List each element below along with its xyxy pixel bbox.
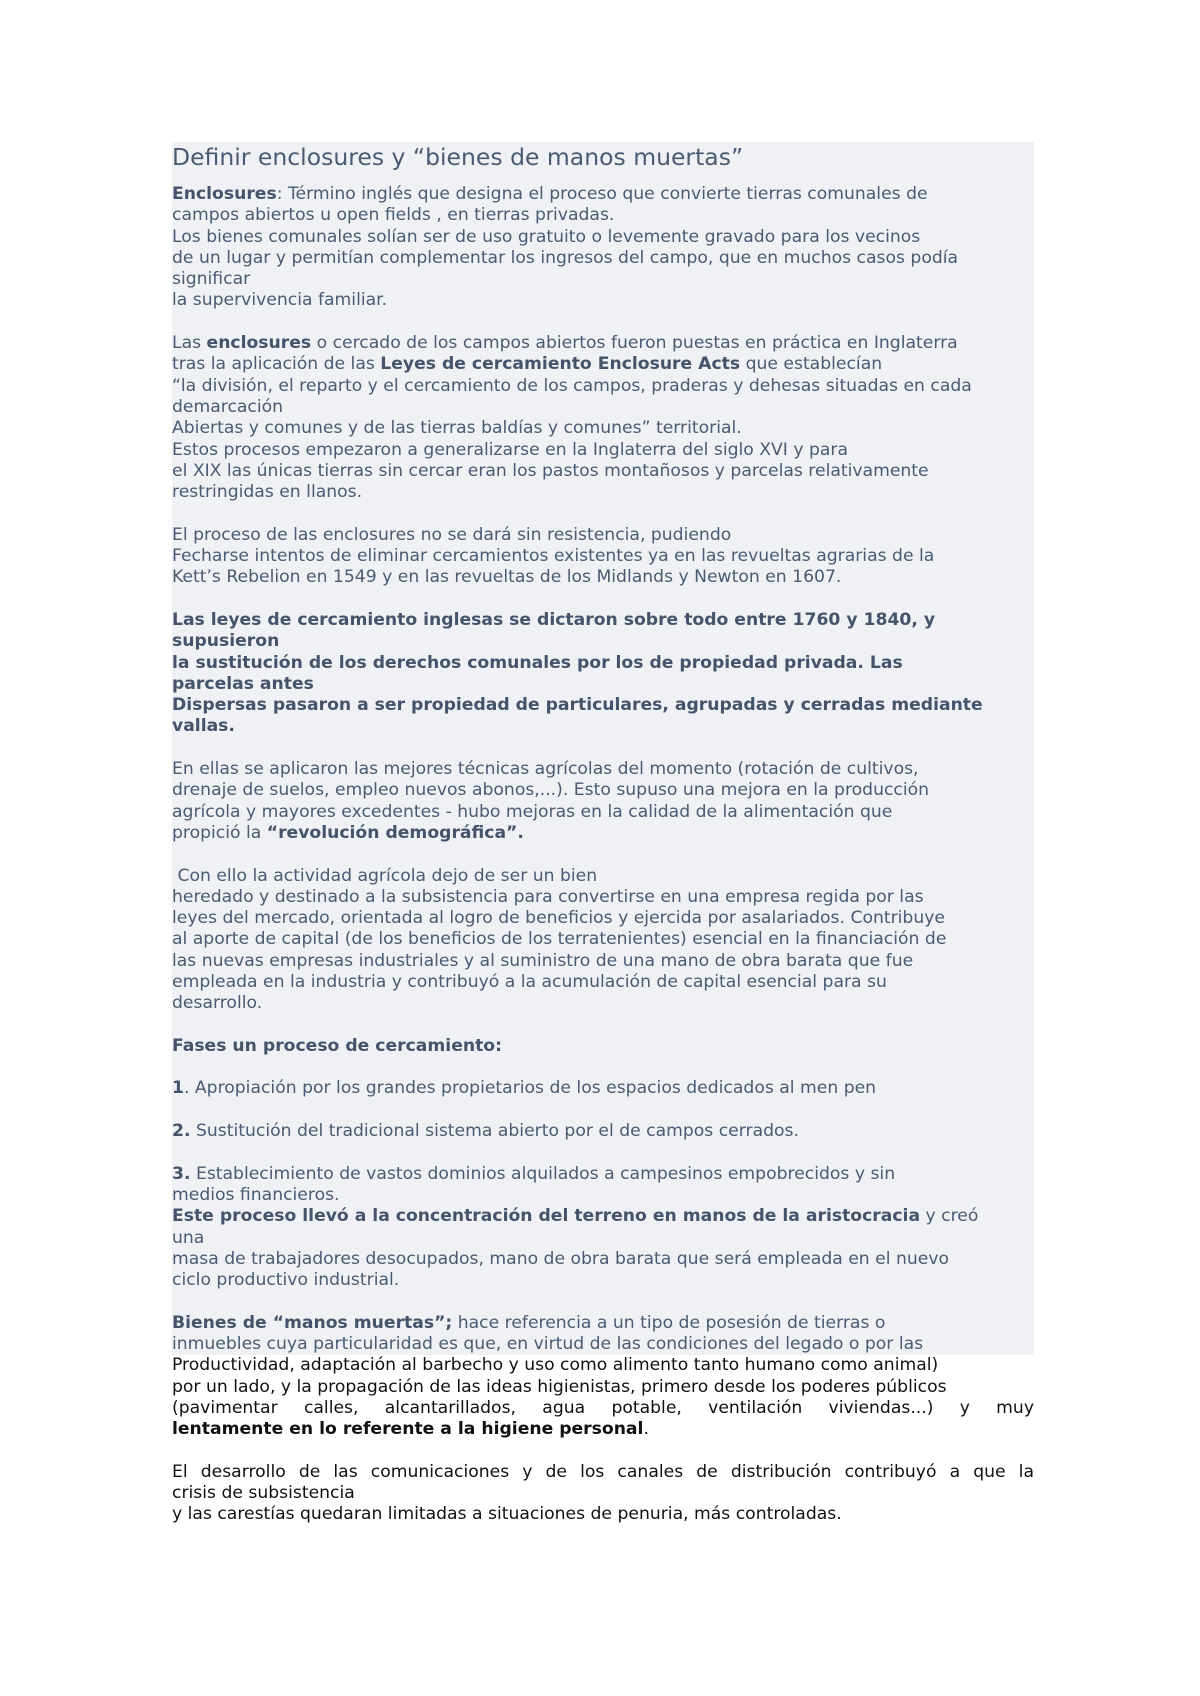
phase-item-1: 1. Apropiación por los grandes propietarios de los espacios dedicados al men pen xyxy=(172,1078,877,1099)
paragraph-enclosures: Enclosures: Término inglés que designa el proceso que convierte tierras comunales de campos abiertos u open fields , en tierras privadas. Los bienes comunales solían ser de uso gratuito o levemente gravado para los vecinos de un lugar y permitían complementar los ingresos del campo, que en muchos casos podía significar la supervivencia familiar. xyxy=(172,184,959,311)
paragraph-communications: El desarrollo de las comunicaciones y de los canales de distribución contribuyó a que la crisis de subsistencia y las carestías quedaran limitadas a situaciones de penuria, más controladas. xyxy=(172,1461,1034,1525)
paragraph-enclosure-acts: Las enclosures o cercado de los campos abiertos fueron puestas en práctica en Inglaterra tras la aplicación de las Leyes de cercamiento Enclosure Acts que establecían “la división, el reparto y el cercamiento de los campos, praderas y dehesas situadas en cada demarcación Abiertas y comunes y de las tierras baldías y comunes” territorial. Estos procesos empezaron a generalizarse en la Inglaterra del siglo XVI y para el XIX las únicas tierras sin cercar eran los pastos montañosos y parcelas relativamente restringidas en llanos. xyxy=(172,333,972,503)
page-title: Definir enclosures y “bienes de manos muertas” xyxy=(172,143,744,171)
paragraph-laws: Las leyes de cercamiento inglesas se dictaron sobre todo entre 1760 y 1840, y supusieron la sustitución de los derechos comunales por los de propiedad privada. Las parcelas antes Dispersas pasaron a ser propiedad de particulares, agrupadas y cerradas mediante vallas. xyxy=(172,609,983,737)
phase-item-2: 2. Sustitución del tradicional sistema abierto por el de campos cerrados. xyxy=(172,1121,799,1142)
highlighted-section xyxy=(172,142,1034,1355)
term-enclosures: Enclosures xyxy=(172,184,277,204)
paragraph-resistance: El proceso de las enclosures no se dará sin resistencia, pudiendo Fecharse intentos de eliminar cercamientos existentes ya en las revueltas agrarias de la Kett’s Rebelion en 1549 y en las revueltas de los Midlands y Newton en 1607. xyxy=(172,524,935,588)
document-page xyxy=(172,142,1034,1547)
phase-item-3: 3. Establecimiento de vastos dominios alquilados a campesinos empobrecidos y sin medios financieros. Este proceso llevó a la concentración del terreno en manos de la aristocracia y creó una masa de trabajadores desocupados, mano de obra barata que será empleada en el nuevo ciclo productivo industrial. xyxy=(172,1163,979,1291)
plain-section xyxy=(172,1355,1034,1525)
paragraph-techniques: En ellas se aplicaron las mejores técnicas agrícolas del momento (rotación de cultivos, drenaje de suelos, empleo nuevos abonos,...). Esto supuso una mejora en la producción agrícola y mayores excedentes - hubo mejoras en la calidad de la alimentación que propició la “revolución demográfica”. xyxy=(172,759,930,843)
paragraph-bienes: Bienes de “manos muertas”; hace referencia a un tipo de posesión de tierras o inmuebles cuya particularidad es que, en virtud de las condiciones del legado o por las xyxy=(172,1312,924,1355)
paragraph-hygiene: Productividad, adaptación al barbecho y uso como alimento tanto humano como animal) por un lado, y la propagación de las ideas higienistas, primero desde los poderes públicos (pavimentar calles, alcantarillados, agua potable, ventilación viviendas...) y muy lentamente en lo referente a la higiene personal. xyxy=(172,1355,1034,1440)
paragraph-agriculture-business: Con ello la actividad agrícola dejo de ser un bien heredado y destinado a la subsistencia para convertirse en una empresa regida por las leyes del mercado, orientada al logro de beneficios y ejercida por asalariados. Contribuye al aporte de capital (de los beneficios de los terratenientes) esencial en la financiación de las nuevas empresas industriales y al suministro de una mano de obra barata que fue empleada en la industria y contribuyó a la acumulación de capital esencial para su desarrollo. xyxy=(172,865,947,1014)
phases-heading: Fases un proceso de cercamiento: xyxy=(172,1035,502,1056)
